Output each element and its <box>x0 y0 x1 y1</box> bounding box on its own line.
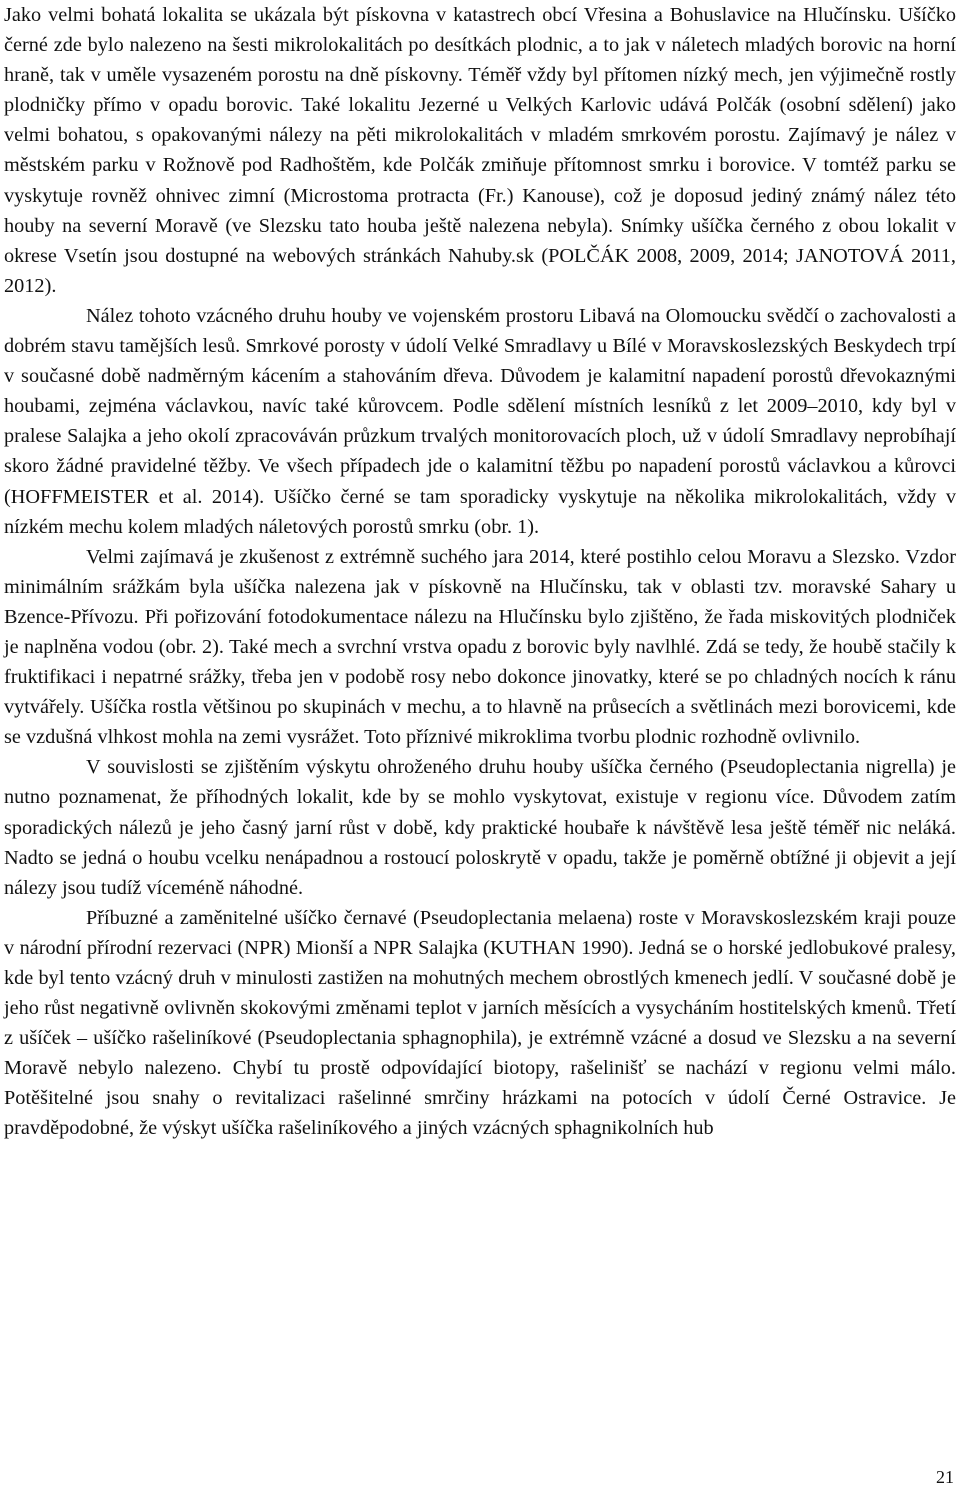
paragraph-1: Jako velmi bohatá lokalita se ukázala být pískovna v katastrech obcí Vřesina a Bohuslavice na Hlučínsku. Ušíčko černé zde bylo nalezeno na šesti mikrolokalitách po desítkách plodnic, a to jak v náletech mladých borovic na horní hraně, tak v uměle vysazeném porostu na dně pískovny. Téměř vždy byl přítomen nízký mech, jen výjimečně rostly plodničky přímo v opadu borovic. Také lokalitu Jezerné u Velkých Karlovic udává Polčák (osobní sdělení) jako velmi bohatou, s opakovanými nálezy na pěti mikrolokalitách v mladém smrkovém porostu. Zajímavý je nález v městském parku v Rožnově pod Radhoštěm, kde Polčák zmiňuje přítomnost smrku i borovice. V tomtéž parku se vyskytuje rovněž ohnivec zimní (Microstoma protracta (Fr.) Kanouse), což je doposud jediný známý nález této houby na severní Moravě (ve Slezsku tato houba ještě nalezena nebyla). Snímky ušíčka černého z obou lokalit v okrese Vsetín jsou dostupné na webových stránkách Nahuby.sk (POLČÁK 2008, 2009, 2014; JANOTOVÁ 2011, 2012). <box>4 4 956 297</box>
paragraph-4: V souvislosti se zjištěním výskytu ohroženého druhu houby ušíčka černého (Pseudoplectania nigrella) je nutno poznamenat, že příhodných lokalit, kde by se mohlo vyskytovat, existuje v regionu více. Důvodem zatím sporadických nálezů je jeho časný jarní růst v době, kdy praktické houbaře k návštěvě lesa ještě téměř nic neláká. Nadto se jedná o houbu vcelku nenápadnou a rostoucí poloskrytě v opadu, takže je poměrně obtížné ji objevit a její nálezy jsou tudíž víceméně náhodné. <box>4 756 956 899</box>
paragraph-3: Velmi zajímavá je zkušenost z extrémně suchého jara 2014, které postihlo celou Moravu a Slezsko. Vzdor minimálním srážkám byla ušíčka nalezena jak v pískovně na Hlučínsku, tak v oblasti tzv. moravské Sahary u Bzence-Přívozu. Při pořizování fotodokumentace nálezu na Hlučínsku bylo zjištěno, že řada miskovitých plodniček je naplněna vodou (obr. 2). Také mech a svrchní vrstva opadu z borovic byly navlhlé. Zdá se tedy, že houbě stačily k fruktifikaci i nepatrné srážky, třeba jen v podobě rosy nebo dokonce jinovatky, které se po chladných nocích k ránu vytvářely. Ušíčka rostla většinou po skupinách v mechu, a to hlavně na průsecích a světlinách mezi borovicemi, kde se vzdušná vlhkost mohla na zemi vysrážet. Toto příznivé mikroklima tvorbu plodnic rozhodně ovlivnilo. <box>4 545 956 749</box>
body-text <box>4 0 956 1144</box>
paragraph-2: Nález tohoto vzácného druhu houby ve vojenském prostoru Libavá na Olomoucku svědčí o zachovalosti a dobrém stavu tamějších lesů. Smrkové porosty v údolí Velké Smradlavy u Bílé v Moravskoslezských Beskydech trpí v současné době nadměrným kácením a stahováním dřeva. Důvodem je kalamitní napadení porostů dřevokaznými houbami, zejména václavkou, navíc také kůrovcem. Podle sdělení místních lesníků z let 2009–2010, kdy byl v pralese Salajka a jeho okolí zpracováván průzkum trvalých monitorovacích ploch, už v údolí Smradlavy neprobíhají skoro žádné pravidelné těžby. Ve všech případech jde o kalamitní těžbu po napadení porostů václavkou a kůrovci (HOFFMEISTER et al. 2014). Ušíčko černé se tam sporadicky vyskytuje na několika mikrolokalitách, vždy v nízkém mechu kolem mladých náletových porostů smrku (obr. 1). <box>4 304 956 538</box>
paragraph-5: Příbuzné a zaměnitelné ušíčko černavé (Pseudoplectania melaena) roste v Moravskoslezském kraji pouze v národní přírodní rezervaci (NPR) Mionší a NPR Salajka (KUTHAN 1990). Jedná se o horské jedlobukové pralesy, kde byl tento vzácný druh v minulosti zastižen na mohutných mechem obrostlých kmenech jedlí. V současné době je jeho růst negativně ovlivněn skokovými změnami teplot v jarních měsících a vysycháním hostitelských kmenů. Třetí z ušíček – ušíčko rašeliníkové (Pseudoplectania sphagnophila), je extrémně vzácné a dosud ve Slezsku a na severní Moravě nebylo nalezeno. Chybí tu prostě odpovídající biotopy, rašelinišť se nachází v regionu velmi málo. Potěšitelné jsou snahy o revitalizaci rašelinné smrčiny hrázkami na potocích v údolí Černé Ostravice. Je pravděpodobné, že výskyt ušíčka rašeliníkového a jiných vzácných sphagnikolních hub <box>4 906 956 1140</box>
page-number: 21 <box>936 1467 954 1487</box>
